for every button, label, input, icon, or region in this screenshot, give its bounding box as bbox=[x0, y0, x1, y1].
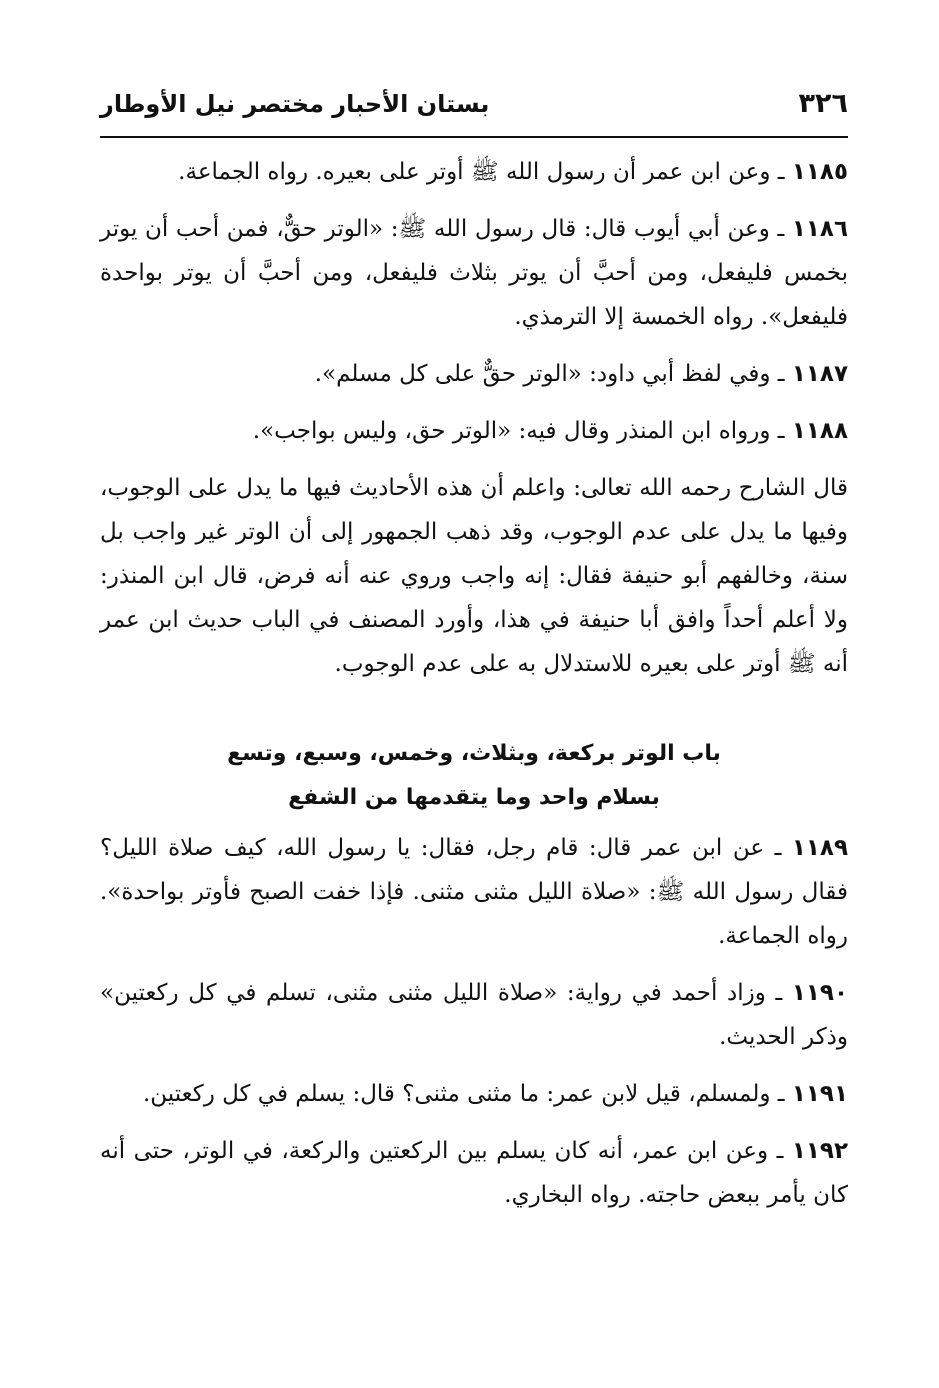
hadith-number: ١١٨٥ bbox=[791, 159, 848, 185]
header-rule bbox=[100, 136, 848, 138]
hadith-number: ١١٩١ bbox=[791, 1081, 848, 1107]
hadith-1188 bbox=[100, 409, 848, 453]
page-header bbox=[100, 82, 848, 138]
hadith-text: ـ وفي لفظ أبي داود: «الوتر حقٌّ على كل مسلم». bbox=[314, 361, 792, 387]
page-number: ٣٢٦ bbox=[798, 88, 848, 119]
chapter-heading-line-2: بسلام واحد وما يتقدمها من الشفع bbox=[288, 785, 660, 810]
hadith-1187 bbox=[100, 352, 848, 396]
hadith-1185 bbox=[100, 150, 848, 194]
hadith-number: ١١٨٨ bbox=[791, 418, 848, 444]
hadith-1189 bbox=[100, 826, 848, 958]
chapter-heading-line-1: باب الوتر بركعة، وبثلاث، وخمس، وسبع، وتسع bbox=[227, 741, 721, 766]
hadith-1190 bbox=[100, 971, 848, 1059]
hadith-number: ١١٨٦ bbox=[791, 216, 848, 242]
hadith-number: ١١٨٧ bbox=[791, 361, 848, 387]
hadith-text: ـ ولمسلم، قيل لابن عمر: ما مثنى مثنى؟ قال: يسلم في كل ركعتين. bbox=[142, 1081, 792, 1107]
hadith-number: ١١٩٢ bbox=[791, 1138, 848, 1164]
chapter-heading bbox=[100, 732, 848, 820]
hadith-number: ١١٨٩ bbox=[791, 835, 848, 861]
hadith-1191 bbox=[100, 1072, 848, 1116]
hadith-text: ـ وزاد أحمد في رواية: «صلاة الليل مثنى مثنى، تسلم في كل ركعتين» وذكر الحديث. bbox=[100, 980, 848, 1050]
hadith-number: ١١٩٠ bbox=[791, 980, 848, 1006]
commentary-text: قال الشارح رحمه الله تعالى: واعلم أن هذه الأحاديث فيها ما يدل على الوجوب، وفيها ما يدل على عدم الوجوب، وقد ذهب الجمهور إلى أن الوتر غير واجب بل سنة، وخالفهم أبو حنيفة فقال: إنه واجب وروي عنه أنه فرض، قال ابن المنذر: ولا أعلم أحداً وافق أبا حنيفة في هذا، وأورد المصنف في الباب حديث ابن عمر أنه ﷺ أوتر على بعيره للاستدلال به على عدم الوجوب. bbox=[100, 475, 848, 677]
page-body bbox=[100, 150, 848, 1230]
hadith-text: ـ ورواه ابن المنذر وقال فيه: «الوتر حق، وليس بواجب». bbox=[252, 418, 792, 444]
hadith-1192 bbox=[100, 1129, 848, 1217]
hadith-text: ـ وعن أبي أيوب قال: قال رسول الله ﷺ: «الوتر حقٌّ، فمن أحب أن يوتر بخمس فليفعل، ومن أحبَّ أن يوتر بثلاث فليفعل، ومن أحبَّ أن يوتر بواحدة فليفعل». رواه الخمسة إلا الترمذي. bbox=[100, 216, 848, 330]
hadith-text: ـ عن ابن عمر قال: قام رجل، فقال: يا رسول الله، كيف صلاة الليل؟ فقال رسول الله ﷺ: «صلاة الليل مثنى مثنى. فإذا خفت الصبح فأوتر بواحدة». رواه الجماعة. bbox=[100, 835, 848, 949]
running-title: بستان الأحبار مختصر نيل الأوطار bbox=[100, 90, 490, 118]
hadith-1186 bbox=[100, 207, 848, 339]
hadith-text: ـ وعن ابن عمر أن رسول الله ﷺ أوتر على بعيره. رواه الجماعة. bbox=[178, 159, 792, 185]
commentary-paragraph bbox=[100, 466, 848, 686]
hadith-text: ـ وعن ابن عمر، أنه كان يسلم بين الركعتين والركعة، في الوتر، حتى أنه كان يأمر ببعض حاجته. رواه البخاري. bbox=[100, 1138, 848, 1208]
